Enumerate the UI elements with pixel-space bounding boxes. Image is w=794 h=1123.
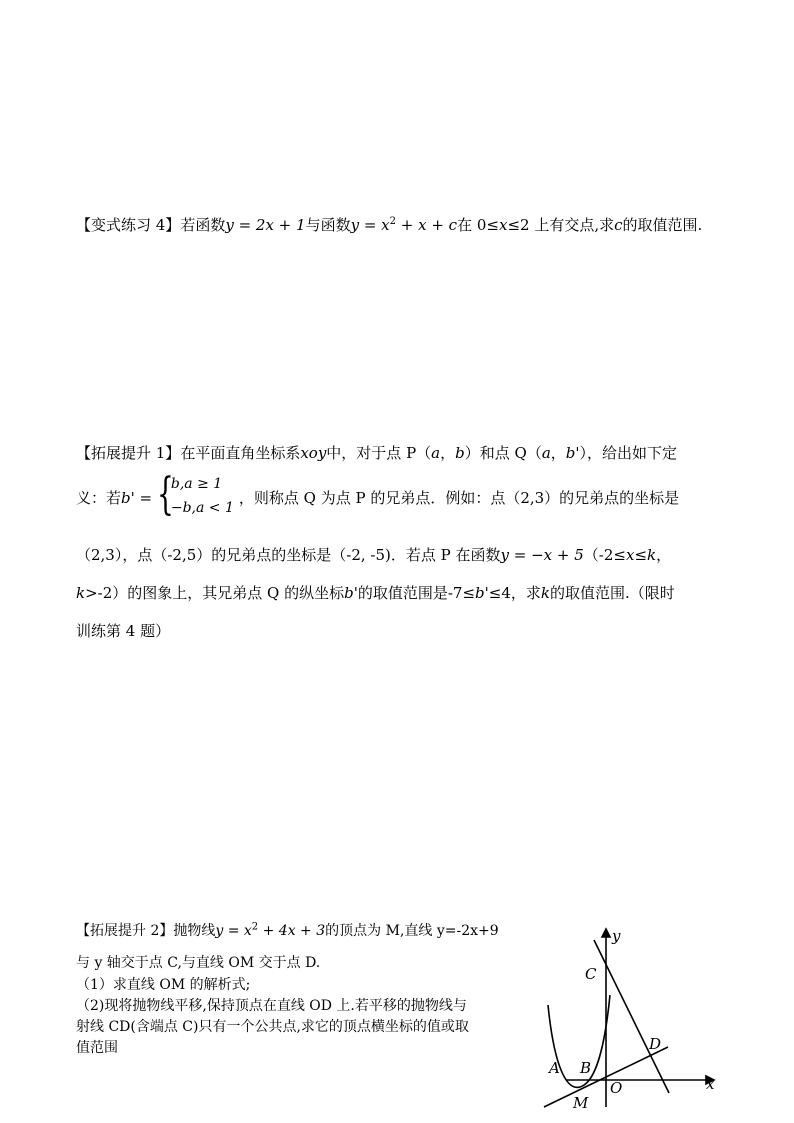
problem-2-line-4: （2)现将抛物线平移,保持顶点在直线 OD 上.若平移的抛物线与 xyxy=(76,998,467,1014)
var-b-prime: b' xyxy=(475,584,489,602)
label-m: M xyxy=(573,1094,589,1112)
problem-2-line-1 xyxy=(76,920,499,940)
var-b: b xyxy=(455,444,465,462)
text: ）和点 Q（ xyxy=(464,444,542,462)
text: ， xyxy=(550,444,566,462)
var-b-prime: b' xyxy=(565,444,580,462)
var-c: c xyxy=(614,216,623,234)
problem-1-line-3 xyxy=(76,544,671,565)
var-b-prime: b' xyxy=(344,584,358,602)
text: ），给出如下定 xyxy=(579,444,678,462)
problem-1-line-5 xyxy=(76,620,170,641)
var-xoy: xoy xyxy=(300,444,327,462)
text: 中，对于点 P（ xyxy=(326,444,432,462)
problem-1 xyxy=(76,442,726,642)
problem-1-tag: 【拓展提升 1】 xyxy=(76,444,181,462)
problem-2 xyxy=(76,920,526,1070)
text: ，则称点 Q 为点 P 的兄弟点．例如：点（2,3）的兄弟点的坐标是 xyxy=(238,489,680,507)
exercise-4 xyxy=(76,214,726,238)
label-c: C xyxy=(585,965,597,983)
text: >-2）的图象上，其兄弟点 Q 的纵坐标 xyxy=(85,584,345,602)
piecewise-definition xyxy=(156,469,239,522)
coordinate-figure xyxy=(536,925,726,1115)
label-b: B xyxy=(580,1059,592,1077)
var-a: a xyxy=(541,444,551,462)
var-b-prime: b' = xyxy=(121,489,153,507)
exercise-4-line xyxy=(76,214,702,235)
text: ≤4，求 xyxy=(488,584,541,602)
formula-line: y = 2x + 1 xyxy=(225,216,306,234)
text: 在 0≤ xyxy=(457,216,499,234)
formula-parabola: y = x xyxy=(350,216,390,234)
label-d: D xyxy=(649,1035,662,1053)
exercise-4-tag: 【变式练习 4】 xyxy=(76,216,181,234)
case-2: −b,a < 1 xyxy=(170,500,234,516)
text: 的取值范围.（限时 xyxy=(549,584,675,602)
problem-2-line-6: 值范围 xyxy=(76,1040,118,1056)
text: ， xyxy=(440,444,456,462)
exponent: 2 xyxy=(389,216,396,227)
problem-1-line-4 xyxy=(76,582,675,603)
text: 义：若 xyxy=(76,489,122,507)
text: 在平面直角坐标系 xyxy=(180,444,301,462)
formula-parabola-rest: + 4x + 3 xyxy=(258,923,326,939)
text: ≤2 上有交点,求 xyxy=(507,216,615,234)
text: 抛物线 xyxy=(173,923,216,939)
text: ≤ xyxy=(634,546,648,564)
var-a: a xyxy=(431,444,441,462)
text: （-2≤ xyxy=(583,546,626,564)
case-1: b,a ≥ 1 xyxy=(170,476,223,492)
var-k: k xyxy=(647,546,657,564)
problem-2-tag: 【拓展提升 2】 xyxy=(76,923,174,939)
text: 的取值范围. xyxy=(622,216,703,234)
label-x: x xyxy=(706,1075,715,1093)
var-x: x xyxy=(498,216,508,234)
text: 若函数 xyxy=(180,216,226,234)
text: 训练第 4 题） xyxy=(76,622,171,640)
problem-1-line-2 xyxy=(76,469,680,522)
problem-2-line-5: 射线 CD(含端点 C)只有一个公共点,求它的顶点横坐标的值或取 xyxy=(76,1019,469,1035)
problem-2-line-3: （1）求直线 OM 的解析式; xyxy=(76,977,251,993)
label-y: y xyxy=(612,927,621,945)
label-o: O xyxy=(610,1079,623,1097)
text: 的顶点为 M,直线 y=-2x+9 xyxy=(325,923,499,939)
text: 与函数 xyxy=(305,216,351,234)
text: ， xyxy=(656,546,672,564)
var-k: k xyxy=(540,584,550,602)
exponent: 2 xyxy=(251,921,259,933)
left-brace: { xyxy=(156,469,174,520)
text: （2,3），点（-2,5）的兄弟点的坐标是（-2, -5)．若点 P 在函数 xyxy=(76,546,501,564)
formula-parabola: y = x xyxy=(215,923,252,939)
problem-2-line-2: 与 y 轴交于点 C,与直线 OM 交于点 D. xyxy=(76,955,321,971)
formula-parabola-rest: + x + c xyxy=(396,216,458,234)
var-k: k xyxy=(76,584,86,602)
problem-1-line-1 xyxy=(76,442,677,463)
formula-line: y = −x + 5 xyxy=(500,546,584,564)
y-axis-arrow xyxy=(602,929,610,937)
var-x: x xyxy=(625,546,635,564)
text: 的取值范围是-7≤ xyxy=(357,584,476,602)
label-a: A xyxy=(549,1059,560,1077)
